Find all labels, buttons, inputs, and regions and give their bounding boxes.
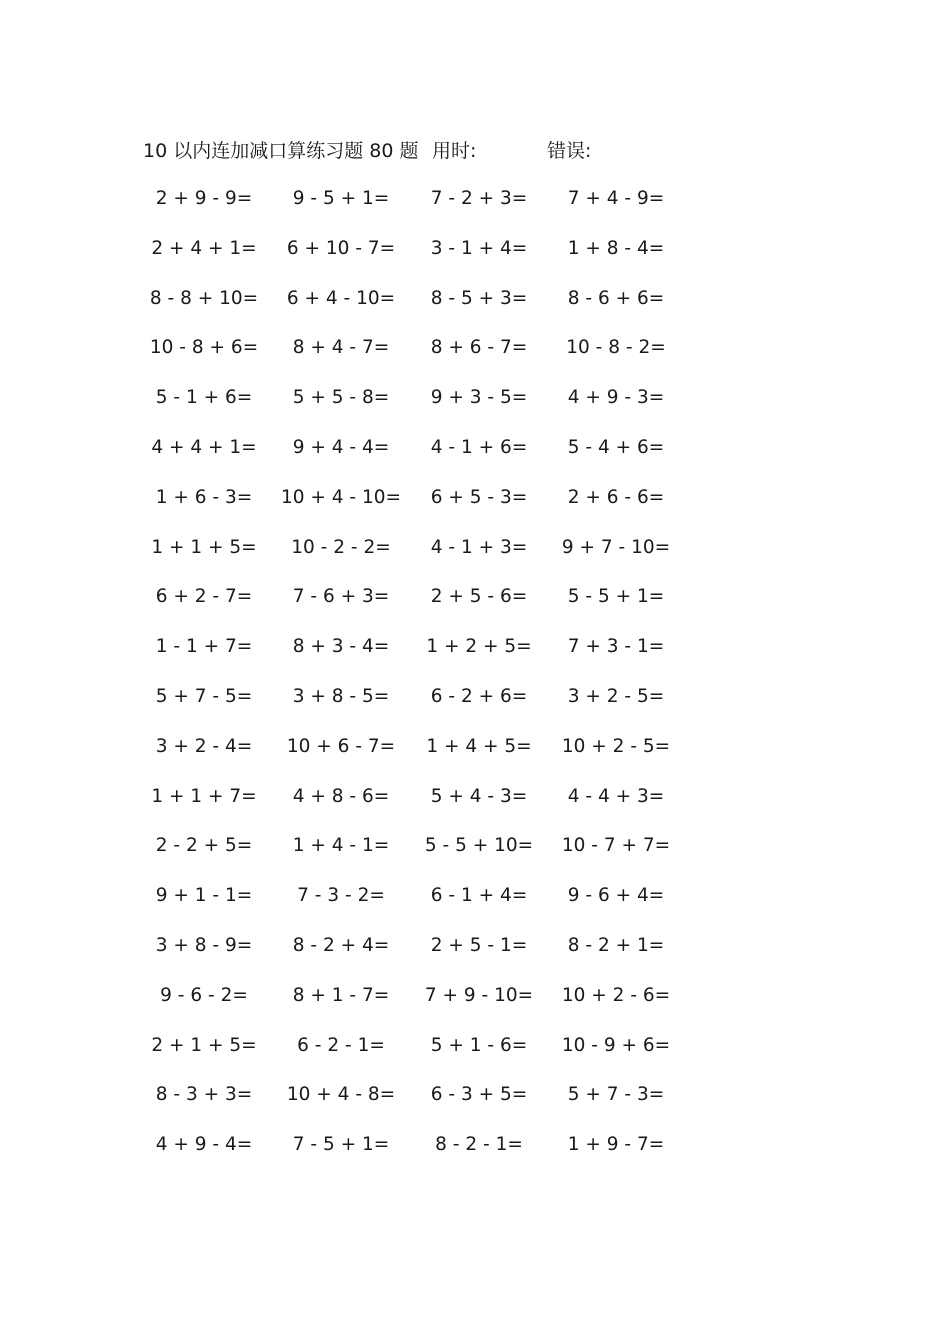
math-problem: 7 + 3 - 1=: [567, 636, 665, 658]
problem-row: [0, 831, 950, 881]
math-problem: 7 - 5 + 1=: [292, 1134, 390, 1156]
math-problem: 6 + 4 - 10=: [286, 287, 396, 309]
math-problem: 1 + 9 - 7=: [567, 1134, 665, 1156]
math-problem: 4 - 1 + 3=: [430, 536, 528, 558]
math-problem: 10 + 6 - 7=: [286, 735, 396, 757]
math-problem: 1 + 8 - 4=: [567, 237, 665, 259]
math-problem: 8 - 3 + 3=: [155, 1084, 253, 1106]
math-problem: 9 - 6 + 4=: [567, 885, 665, 907]
worksheet-title: 10 以内连加减口算练习题 80 题: [143, 140, 419, 162]
math-problem: 5 + 7 - 3=: [567, 1084, 665, 1106]
math-problem: 1 + 1 + 7=: [151, 785, 257, 807]
problem-row: [0, 383, 950, 433]
problem-row: [0, 184, 950, 234]
problem-row: [0, 1080, 950, 1130]
math-problem: 9 + 1 - 1=: [155, 885, 253, 907]
math-problem: 10 + 4 - 8=: [286, 1084, 396, 1106]
math-problem: 3 + 8 - 9=: [155, 934, 253, 956]
math-problem: 10 + 2 - 6=: [561, 984, 671, 1006]
problem-row: [0, 1130, 950, 1180]
math-problem: 7 + 9 - 10=: [424, 984, 534, 1006]
math-problem: 9 + 3 - 5=: [430, 387, 528, 409]
math-problem: 2 + 5 - 6=: [430, 586, 528, 608]
math-problem: 1 + 2 + 5=: [426, 636, 532, 658]
math-problem: 7 - 2 + 3=: [430, 188, 528, 209]
math-problem: 6 - 3 + 5=: [430, 1084, 528, 1106]
math-problem: 2 + 1 + 5=: [151, 1034, 257, 1056]
math-problem: 3 + 8 - 5=: [292, 685, 390, 707]
math-problem: 2 + 5 - 1=: [430, 934, 528, 956]
math-problem: 8 - 5 + 3=: [430, 287, 528, 309]
problem-row: [0, 333, 950, 383]
problem-row: [0, 234, 950, 284]
math-problem: 1 - 1 + 7=: [155, 636, 253, 658]
problem-row: [0, 881, 950, 931]
math-problem: 7 - 6 + 3=: [292, 586, 390, 608]
problem-row: [0, 533, 950, 583]
math-problem: 1 + 4 - 1=: [292, 835, 390, 857]
math-problem: 3 + 2 - 4=: [155, 735, 253, 757]
math-problem: 6 + 10 - 7=: [286, 237, 396, 259]
math-problem: 6 - 2 - 1=: [297, 1034, 385, 1056]
math-problem: 5 + 1 - 6=: [430, 1034, 528, 1056]
math-problem: 4 - 4 + 3=: [567, 785, 665, 807]
math-problem: 9 - 6 - 2=: [160, 984, 248, 1006]
problem-row: [0, 483, 950, 533]
math-problem: 10 - 7 + 7=: [561, 835, 671, 857]
math-problem: 6 + 5 - 3=: [430, 486, 528, 508]
math-problem: 5 + 4 - 3=: [430, 785, 528, 807]
math-problem: 8 - 6 + 6=: [567, 287, 665, 309]
math-problem: 8 + 4 - 7=: [292, 337, 390, 359]
problem-row: [0, 284, 950, 334]
math-problem: 4 + 9 - 3=: [567, 387, 665, 409]
problem-row: [0, 582, 950, 632]
problem-row: [0, 682, 950, 732]
problem-row: [0, 981, 950, 1031]
math-problem: 4 + 8 - 6=: [292, 785, 390, 807]
math-problem: 3 + 2 - 5=: [567, 685, 665, 707]
math-problem: 5 + 5 - 8=: [292, 387, 390, 409]
error-count-label: 错误:: [547, 140, 592, 162]
math-problem: 6 - 1 + 4=: [430, 885, 528, 907]
math-problem: 1 + 6 - 3=: [155, 486, 253, 508]
math-problem: 8 - 2 + 4=: [292, 934, 390, 956]
math-problem: 1 + 4 + 5=: [426, 735, 532, 757]
math-problem: 2 + 6 - 6=: [567, 486, 665, 508]
math-problem: 8 - 8 + 10=: [149, 287, 259, 309]
problem-row: [0, 931, 950, 981]
problem-row: [0, 782, 950, 832]
math-problem: 6 - 2 + 6=: [430, 685, 528, 707]
math-problem: 5 - 4 + 6=: [567, 436, 665, 458]
math-problem: 2 - 2 + 5=: [155, 835, 253, 857]
problem-row: [0, 433, 950, 483]
problem-row: [0, 1031, 950, 1081]
math-problem: 8 + 6 - 7=: [430, 337, 528, 359]
math-problem: 9 + 7 - 10=: [561, 536, 671, 558]
math-problem: 10 - 8 + 6=: [149, 337, 259, 359]
problem-row: [0, 632, 950, 682]
time-used-label: 用时:: [432, 140, 477, 162]
math-problem: 5 - 1 + 6=: [155, 387, 253, 409]
problem-row: [0, 732, 950, 782]
math-problem: 2 + 9 - 9=: [155, 188, 253, 209]
worksheet-header: [0, 136, 950, 166]
math-problem: 7 - 3 - 2=: [297, 885, 385, 907]
math-problem: 10 - 2 - 2=: [291, 536, 391, 558]
math-problem: 4 - 1 + 6=: [430, 436, 528, 458]
math-problem: 4 + 4 + 1=: [151, 436, 257, 458]
math-problem: 9 + 4 - 4=: [292, 436, 390, 458]
math-problem: 9 - 5 + 1=: [292, 188, 390, 209]
math-problem: 10 - 9 + 6=: [561, 1034, 671, 1056]
math-problem: 8 + 1 - 7=: [292, 984, 390, 1006]
math-problem: 6 + 2 - 7=: [155, 586, 253, 608]
math-problem: 7 + 4 - 9=: [567, 188, 665, 209]
math-problem: 10 + 2 - 5=: [561, 735, 671, 757]
math-problem: 3 - 1 + 4=: [430, 237, 528, 259]
math-problem: 8 - 2 + 1=: [567, 934, 665, 956]
math-problem: 5 - 5 + 10=: [424, 835, 534, 857]
math-problem: 5 + 7 - 5=: [155, 685, 253, 707]
math-problem: 4 + 9 - 4=: [155, 1134, 253, 1156]
math-problem: 8 - 2 - 1=: [435, 1134, 523, 1156]
math-problem: 8 + 3 - 4=: [292, 636, 390, 658]
math-problem: 5 - 5 + 1=: [567, 586, 665, 608]
math-problem: 1 + 1 + 5=: [151, 536, 257, 558]
math-problem: 2 + 4 + 1=: [151, 237, 257, 259]
problem-grid: [0, 184, 950, 1180]
math-problem: 10 - 8 - 2=: [566, 337, 666, 359]
math-problem: 10 + 4 - 10=: [280, 486, 402, 508]
